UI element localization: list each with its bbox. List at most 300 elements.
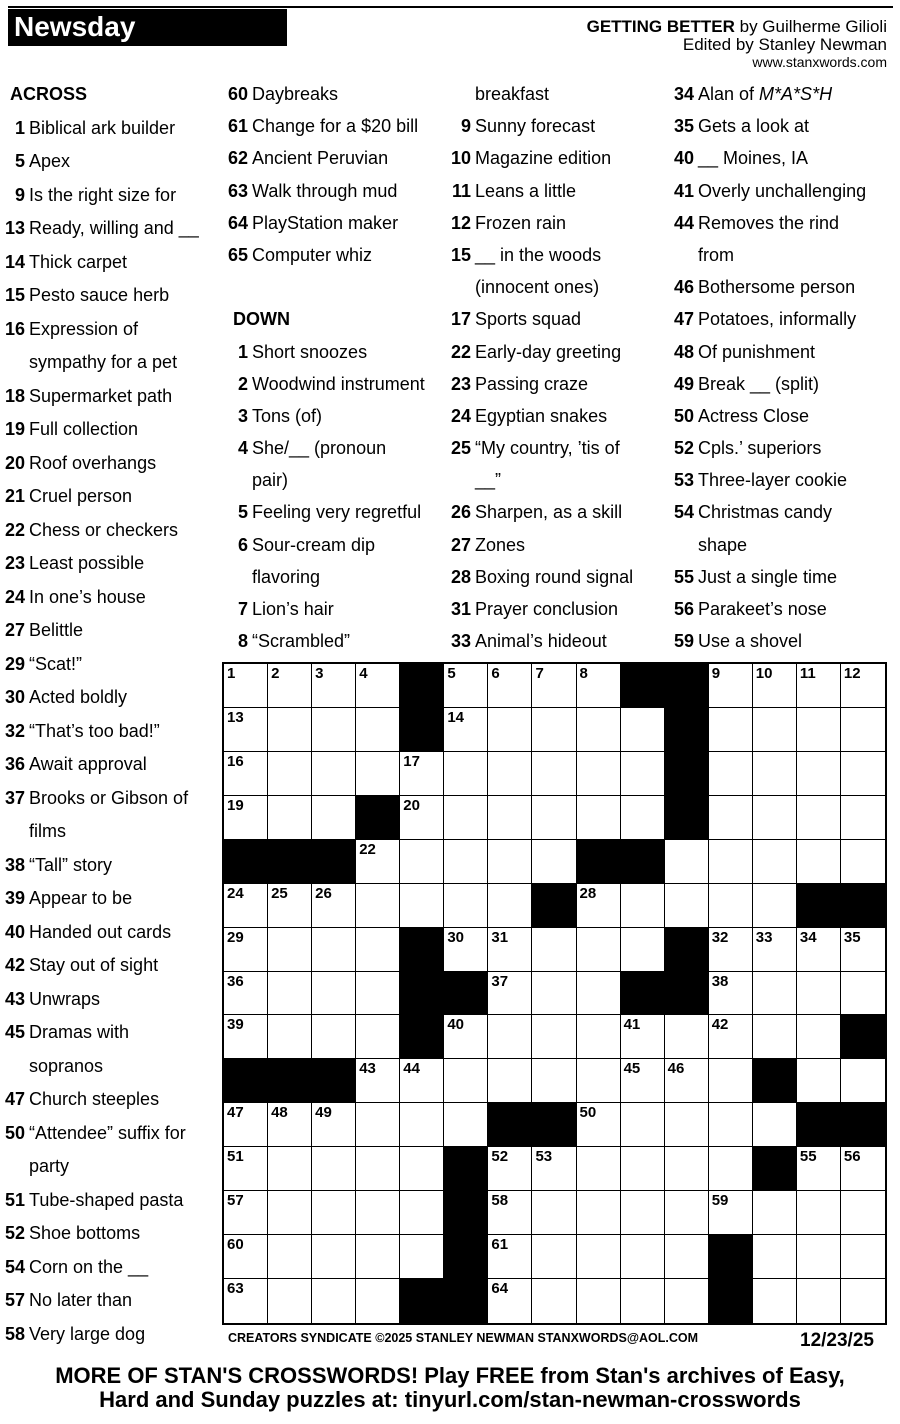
grid-cell[interactable] xyxy=(312,972,356,1016)
grid-cell[interactable] xyxy=(841,796,885,840)
grid-cell[interactable] xyxy=(224,1015,268,1059)
grid-cell[interactable] xyxy=(312,884,356,928)
grid-cell[interactable] xyxy=(224,1103,268,1147)
grid-cell[interactable] xyxy=(577,752,621,796)
grid-cell[interactable] xyxy=(444,1015,488,1059)
clue-text: Apex xyxy=(29,151,71,171)
grid-cell-black xyxy=(532,884,576,928)
grid-cell[interactable] xyxy=(356,840,400,884)
grid-cell[interactable] xyxy=(312,796,356,840)
grid-number: 31 xyxy=(491,928,509,946)
grid-cell[interactable] xyxy=(224,796,268,840)
grid-number: 12 xyxy=(843,665,861,682)
grid-cell[interactable] xyxy=(753,1279,797,1323)
clue-number: 22 xyxy=(5,519,26,540)
grid-cell[interactable] xyxy=(621,1279,665,1323)
grid-cell[interactable] xyxy=(753,752,797,796)
clue xyxy=(451,368,633,400)
grid-cell[interactable] xyxy=(665,1191,709,1235)
grid-cell[interactable] xyxy=(268,708,312,752)
clue xyxy=(5,715,199,749)
grid-number: 60 xyxy=(227,1236,244,1254)
grid-cell[interactable] xyxy=(400,1191,444,1235)
grid-cell[interactable] xyxy=(841,752,885,796)
grid-cell[interactable] xyxy=(444,664,488,708)
grid-cell[interactable] xyxy=(356,928,400,972)
grid-cell[interactable] xyxy=(753,796,797,840)
grid-cell[interactable] xyxy=(224,1279,268,1323)
grid-cell[interactable] xyxy=(753,1015,797,1059)
grid-cell[interactable] xyxy=(753,1103,797,1147)
grid-cell[interactable] xyxy=(444,840,488,884)
clue-number: 14 xyxy=(5,251,26,272)
grid-cell[interactable] xyxy=(577,1103,621,1147)
grid-cell[interactable] xyxy=(797,928,841,972)
grid-cell[interactable] xyxy=(356,1147,400,1191)
grid-cell[interactable] xyxy=(797,1279,841,1323)
grid-cell[interactable] xyxy=(841,1191,885,1235)
clue-text: Cruel person xyxy=(29,486,133,506)
grid-cell[interactable] xyxy=(841,1059,885,1103)
grid-cell[interactable] xyxy=(224,752,268,796)
grid-cell[interactable] xyxy=(709,840,753,884)
grid-cell[interactable] xyxy=(532,664,576,708)
grid-cell[interactable] xyxy=(577,1015,621,1059)
grid-cell[interactable] xyxy=(532,796,576,840)
grid-cell[interactable] xyxy=(400,840,444,884)
grid-cell[interactable] xyxy=(577,1147,621,1191)
grid-number: 56 xyxy=(843,1148,861,1166)
grid-cell[interactable] xyxy=(488,1191,532,1235)
clue-text: Brooks or Gibson of xyxy=(29,787,189,808)
grid-cell[interactable] xyxy=(224,1235,268,1279)
grid-cell-black xyxy=(312,840,356,884)
clue xyxy=(5,179,199,213)
clue-text: Actress Close xyxy=(698,405,810,426)
grid-cell[interactable] xyxy=(444,752,488,796)
grid-cell[interactable] xyxy=(532,752,576,796)
clue-number: 28 xyxy=(451,566,472,587)
grid-cell[interactable] xyxy=(621,1235,665,1279)
grid-cell-black xyxy=(709,1235,753,1279)
grid-cell[interactable] xyxy=(753,708,797,752)
clue-number: 26 xyxy=(451,502,472,523)
grid-cell[interactable] xyxy=(577,708,621,752)
grid-cell[interactable] xyxy=(709,928,753,972)
grid-cell[interactable] xyxy=(532,708,576,752)
clue-number: 29 xyxy=(5,653,26,674)
grid-cell[interactable] xyxy=(841,840,885,884)
grid-cell[interactable] xyxy=(709,1015,753,1059)
clue xyxy=(228,336,425,368)
clue xyxy=(5,882,199,916)
grid-cell[interactable] xyxy=(797,1191,841,1235)
grid-cell[interactable] xyxy=(797,1015,841,1059)
grid-number: 20 xyxy=(403,796,420,814)
grid-cell[interactable] xyxy=(312,708,356,752)
grid-cell-black xyxy=(400,1015,444,1059)
grid-cell-black xyxy=(444,1279,488,1323)
clue xyxy=(5,313,199,347)
grid-cell[interactable] xyxy=(224,1147,268,1191)
grid-cell[interactable] xyxy=(797,708,841,752)
grid-cell[interactable] xyxy=(312,1015,356,1059)
grid-cell[interactable] xyxy=(488,884,532,928)
grid-cell[interactable] xyxy=(356,1059,400,1103)
clue xyxy=(674,625,866,657)
clue-text: Ready, willing and __ xyxy=(29,218,199,238)
grid-cell[interactable] xyxy=(532,840,576,884)
grid-cell[interactable] xyxy=(753,972,797,1016)
grid-number: 48 xyxy=(271,1104,288,1122)
grid-cell[interactable] xyxy=(488,1015,532,1059)
grid-cell[interactable] xyxy=(621,1147,665,1191)
grid-cell-black xyxy=(268,840,312,884)
grid-cell[interactable] xyxy=(356,752,400,796)
clue-number: 59 xyxy=(674,631,695,652)
clue-number: 42 xyxy=(5,955,26,975)
grid-cell[interactable] xyxy=(488,972,532,1016)
grid-cell[interactable] xyxy=(312,664,356,708)
clue xyxy=(5,614,199,648)
grid-cell[interactable] xyxy=(797,796,841,840)
grid-cell[interactable] xyxy=(709,1147,753,1191)
clue-text: Sour-cream dip xyxy=(252,534,376,555)
clue-number: 9 xyxy=(460,116,471,137)
grid-cell[interactable] xyxy=(621,796,665,840)
grid-cell[interactable] xyxy=(312,928,356,972)
clue-number: 21 xyxy=(5,486,26,506)
grid-cell[interactable] xyxy=(400,1147,444,1191)
grid-cell[interactable] xyxy=(841,972,885,1016)
clue-text: Sunny forecast xyxy=(475,116,596,137)
grid-cell[interactable] xyxy=(753,840,797,884)
grid-cell[interactable] xyxy=(577,972,621,1016)
clue-text: Tons (of) xyxy=(252,405,323,426)
grid-cell[interactable] xyxy=(400,1059,444,1103)
grid-cell[interactable] xyxy=(268,1103,312,1147)
grid-cell[interactable] xyxy=(356,1279,400,1323)
clue-number: 54 xyxy=(674,502,695,523)
grid-cell[interactable] xyxy=(268,1235,312,1279)
grid-cell[interactable] xyxy=(532,1059,576,1103)
clue xyxy=(674,432,866,464)
grid-cell[interactable] xyxy=(488,1279,532,1323)
grid-cell[interactable] xyxy=(577,884,621,928)
clue xyxy=(5,1083,199,1117)
grid-cell[interactable] xyxy=(268,1015,312,1059)
grid-cell[interactable] xyxy=(488,1059,532,1103)
grid-cell[interactable] xyxy=(224,884,268,928)
grid-cell-black xyxy=(312,1059,356,1103)
clue-text: “Attendee” suffix for xyxy=(29,1122,186,1143)
clue-text: breakfast xyxy=(475,84,550,104)
clue-text: Boxing round signal xyxy=(475,566,634,587)
clue-number: 55 xyxy=(674,566,695,587)
clue-number: 27 xyxy=(451,534,472,555)
clue xyxy=(228,207,425,239)
grid-cell[interactable] xyxy=(709,664,753,708)
grid-cell[interactable] xyxy=(400,752,444,796)
grid-number: 3 xyxy=(315,665,324,682)
clue-number: 12 xyxy=(451,212,472,233)
clue xyxy=(5,447,199,481)
grid-cell[interactable] xyxy=(268,664,312,708)
clue-text: Alan of M*A*S*H xyxy=(698,84,833,104)
grid-cell[interactable] xyxy=(488,664,532,708)
grid-cell[interactable] xyxy=(577,928,621,972)
grid-number: 23 xyxy=(623,840,641,858)
grid-cell[interactable] xyxy=(797,1147,841,1191)
clue-number: 9 xyxy=(14,184,25,205)
grid-cell[interactable] xyxy=(841,1235,885,1279)
grid-cell-black xyxy=(621,840,665,884)
grid-cell[interactable] xyxy=(621,1015,665,1059)
grid-cell[interactable] xyxy=(356,1015,400,1059)
clue xyxy=(5,782,199,816)
grid-cell[interactable] xyxy=(841,1279,885,1323)
grid-cell[interactable] xyxy=(753,1191,797,1235)
clue-text: Thick carpet xyxy=(29,251,128,272)
grid-cell[interactable] xyxy=(268,752,312,796)
grid-cell[interactable] xyxy=(444,1059,488,1103)
clue-text: Full collection xyxy=(29,419,139,439)
grid-cell[interactable] xyxy=(224,972,268,1016)
clue-text: (innocent ones) xyxy=(475,277,600,298)
clue-number: 30 xyxy=(5,687,26,707)
grid-cell[interactable] xyxy=(532,1279,576,1323)
grid-cell[interactable] xyxy=(532,928,576,972)
clue-text: Least possible xyxy=(29,553,145,573)
grid-cell[interactable] xyxy=(621,708,665,752)
clue-text: Stay out of sight xyxy=(29,955,159,975)
puzzle-date: 12/23/25 xyxy=(800,1330,874,1351)
clue-text: Expression of xyxy=(29,318,139,339)
grid-cell[interactable] xyxy=(488,796,532,840)
clue-number: 47 xyxy=(5,1089,26,1109)
grid-cell[interactable] xyxy=(488,928,532,972)
grid-cell[interactable] xyxy=(577,1235,621,1279)
grid-cell[interactable] xyxy=(753,1235,797,1279)
grid-cell[interactable] xyxy=(577,1191,621,1235)
grid-cell[interactable] xyxy=(665,1059,709,1103)
grid-cell[interactable] xyxy=(797,1059,841,1103)
grid-cell[interactable] xyxy=(665,1015,709,1059)
clue xyxy=(674,336,866,368)
clue-text: Walk through mud xyxy=(252,180,398,201)
grid-cell[interactable] xyxy=(621,1191,665,1235)
grid-cell[interactable] xyxy=(400,1235,444,1279)
grid-cell[interactable] xyxy=(709,796,753,840)
clue-text: Church steeples xyxy=(29,1089,160,1109)
clue xyxy=(228,625,425,657)
clue-text: Biblical ark builder xyxy=(29,117,176,138)
clue-text: Christmas candy xyxy=(698,502,833,523)
clue-text: “Tall” story xyxy=(29,854,113,875)
grid-cell[interactable] xyxy=(709,972,753,1016)
grid-cell[interactable] xyxy=(444,796,488,840)
grid-cell[interactable] xyxy=(532,1015,576,1059)
grid-cell-black xyxy=(841,884,885,928)
grid-number: 50 xyxy=(579,1104,597,1122)
grid-cell[interactable] xyxy=(444,1103,488,1147)
clue-text: Break __ (split) xyxy=(698,373,820,394)
grid-cell[interactable] xyxy=(753,664,797,708)
grid-cell[interactable] xyxy=(312,1147,356,1191)
grid-number: 10 xyxy=(755,665,773,682)
grid-cell[interactable] xyxy=(665,840,709,884)
grid-cell[interactable] xyxy=(532,1235,576,1279)
grid-cell[interactable] xyxy=(400,884,444,928)
grid-cell[interactable] xyxy=(665,1103,709,1147)
grid-cell[interactable] xyxy=(841,928,885,972)
grid-cell[interactable] xyxy=(312,1191,356,1235)
grid-cell[interactable] xyxy=(444,708,488,752)
grid-cell[interactable] xyxy=(488,1235,532,1279)
grid-cell[interactable] xyxy=(841,708,885,752)
grid-cell[interactable] xyxy=(488,1147,532,1191)
grid-cell[interactable] xyxy=(356,664,400,708)
grid-cell[interactable] xyxy=(709,1191,753,1235)
clue-text: Leans a little xyxy=(475,180,577,201)
clue-text: Bothersome person xyxy=(698,277,856,298)
grid-cell[interactable] xyxy=(797,752,841,796)
grid-cell[interactable] xyxy=(621,1103,665,1147)
grid-cell[interactable] xyxy=(356,1103,400,1147)
clue xyxy=(674,593,866,625)
grid-cell[interactable] xyxy=(709,884,753,928)
grid-cell[interactable] xyxy=(444,884,488,928)
grid-cell[interactable] xyxy=(312,1279,356,1323)
clue-number: 25 xyxy=(451,438,472,459)
grid-cell[interactable] xyxy=(577,796,621,840)
grid-cell[interactable] xyxy=(268,796,312,840)
clue xyxy=(5,983,199,1017)
grid-cell-black xyxy=(400,1279,444,1323)
clue-text: “My country, ’tis of xyxy=(475,438,620,459)
grid-cell[interactable] xyxy=(356,884,400,928)
grid-cell[interactable] xyxy=(268,928,312,972)
clue-text: PlayStation maker xyxy=(252,212,399,233)
clue xyxy=(451,336,633,368)
grid-cell[interactable] xyxy=(577,1059,621,1103)
grid-cell-black xyxy=(444,972,488,1016)
grid-number: 63 xyxy=(227,1280,244,1298)
grid-cell-black xyxy=(268,1059,312,1103)
grid-cell[interactable] xyxy=(577,664,621,708)
grid-cell[interactable] xyxy=(532,972,576,1016)
grid-cell[interactable] xyxy=(709,1059,753,1103)
grid-cell[interactable] xyxy=(797,840,841,884)
grid-cell-black xyxy=(665,708,709,752)
grid-cell[interactable] xyxy=(577,1279,621,1323)
grid-cell[interactable] xyxy=(841,1147,885,1191)
grid-cell[interactable] xyxy=(797,1235,841,1279)
grid-cell[interactable] xyxy=(444,928,488,972)
grid-cell[interactable] xyxy=(709,752,753,796)
grid-cell[interactable] xyxy=(532,1147,576,1191)
grid-cell[interactable] xyxy=(709,1103,753,1147)
clue xyxy=(5,1284,199,1318)
grid-cell[interactable] xyxy=(356,972,400,1016)
clue-text: Sharpen, as a skill xyxy=(475,502,623,523)
clue-number: 51 xyxy=(5,1189,26,1210)
grid-cell[interactable] xyxy=(400,796,444,840)
grid-cell[interactable] xyxy=(312,752,356,796)
clue xyxy=(451,175,633,207)
grid-cell[interactable] xyxy=(841,664,885,708)
grid-number: 22 xyxy=(359,840,376,858)
clue xyxy=(228,561,425,593)
grid-cell[interactable] xyxy=(621,752,665,796)
grid-cell[interactable] xyxy=(665,884,709,928)
clue-number: 2 xyxy=(237,373,248,394)
grid-cell[interactable] xyxy=(709,708,753,752)
clue-number: 24 xyxy=(5,586,26,607)
clue-text: “That’s too bad!” xyxy=(29,720,160,741)
grid-cell[interactable] xyxy=(268,1279,312,1323)
clue-text: Corn on the __ xyxy=(29,1256,149,1277)
grid-cell[interactable] xyxy=(268,884,312,928)
grid-cell[interactable] xyxy=(312,1235,356,1279)
grid-cell[interactable] xyxy=(665,1235,709,1279)
clue xyxy=(5,1016,199,1050)
grid-cell[interactable] xyxy=(488,752,532,796)
clue-text: No later than xyxy=(29,1290,133,1310)
grid-cell[interactable] xyxy=(753,928,797,972)
grid-cell[interactable] xyxy=(268,1147,312,1191)
clue-column-3 xyxy=(451,78,633,657)
grid-cell[interactable] xyxy=(488,708,532,752)
clue xyxy=(674,303,866,335)
clue xyxy=(5,246,199,280)
grid-cell[interactable] xyxy=(356,1235,400,1279)
grid-number: 19 xyxy=(227,796,244,814)
grid-cell[interactable] xyxy=(268,972,312,1016)
grid-cell[interactable] xyxy=(797,664,841,708)
grid-cell-black xyxy=(665,928,709,972)
grid-cell[interactable] xyxy=(224,664,268,708)
italic-title: M*A*S*H xyxy=(759,84,833,104)
clue-text: Await approval xyxy=(29,754,147,774)
grid-cell[interactable] xyxy=(488,840,532,884)
grid-cell[interactable] xyxy=(797,972,841,1016)
clue xyxy=(5,413,199,447)
clue-number: 1 xyxy=(237,341,248,362)
grid-cell[interactable] xyxy=(621,884,665,928)
grid-cell[interactable] xyxy=(665,1147,709,1191)
grid-cell[interactable] xyxy=(356,1191,400,1235)
grid-cell[interactable] xyxy=(753,884,797,928)
clue xyxy=(674,529,866,561)
grid-cell[interactable] xyxy=(621,1059,665,1103)
grid-cell[interactable] xyxy=(665,1279,709,1323)
clue-text: Lion’s hair xyxy=(252,599,334,619)
grid-cell[interactable] xyxy=(532,1191,576,1235)
clue xyxy=(451,303,633,335)
clue-number: 34 xyxy=(674,84,695,104)
grid-cell[interactable] xyxy=(224,708,268,752)
grid-cell[interactable] xyxy=(400,1103,444,1147)
grid-cell[interactable] xyxy=(312,1103,356,1147)
grid-cell[interactable] xyxy=(356,708,400,752)
grid-cell[interactable] xyxy=(268,1191,312,1235)
grid-cell[interactable] xyxy=(621,928,665,972)
grid-cell[interactable] xyxy=(224,928,268,972)
clue xyxy=(451,110,633,142)
clue xyxy=(228,175,425,207)
grid-cell[interactable] xyxy=(224,1191,268,1235)
